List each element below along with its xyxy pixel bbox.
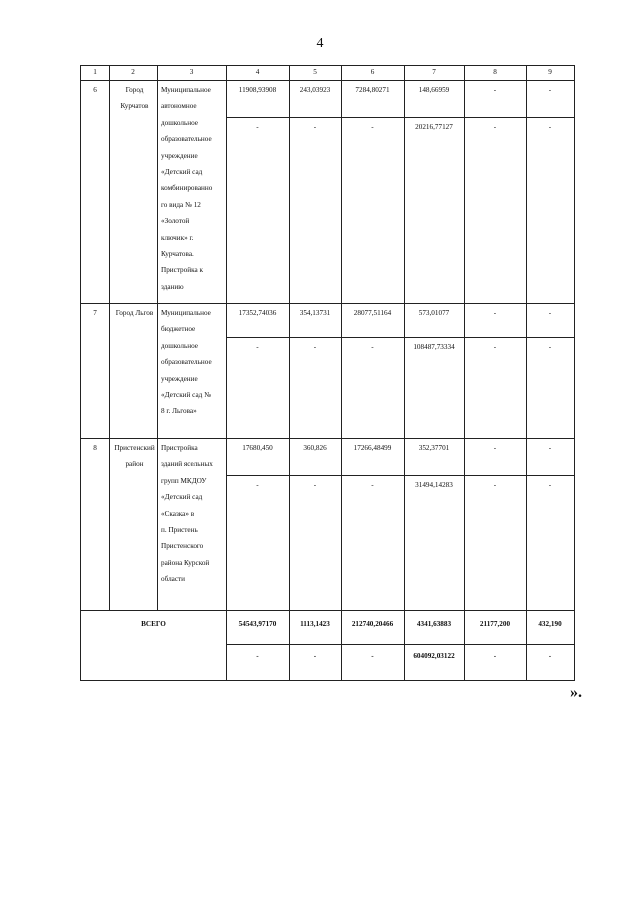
header-cell: 3: [189, 68, 194, 76]
value-cell: 360,826: [303, 444, 327, 452]
total-value: 212740,20466: [351, 620, 394, 628]
value-cell: 31494,14283: [415, 481, 453, 489]
value-cell: -: [371, 123, 374, 131]
column-rule: [404, 303, 405, 438]
column-rule: [289, 438, 290, 610]
column-rule: [464, 303, 465, 438]
value-cell: 11908,93908: [238, 86, 277, 94]
value-cell: -: [371, 343, 374, 351]
value-cell: 17266,48499: [353, 444, 392, 452]
value-cell: -: [256, 481, 259, 489]
column-rule: [157, 80, 158, 303]
value-cell: 108487,73334: [413, 343, 455, 351]
row-rule: [81, 303, 574, 304]
total-label: ВСЕГО: [141, 620, 166, 628]
object-description: Пристройка зданий ясельных групп МКДОУ «Детский сад «Сказка» в п. Пристень Пристенского района Курской области: [161, 444, 213, 584]
value-cell: 573,01077: [418, 309, 450, 317]
value-cell: -: [548, 123, 552, 131]
value-cell: -: [548, 309, 552, 317]
column-rule: [341, 303, 342, 438]
value-cell: -: [548, 86, 552, 94]
column-rule: [526, 80, 527, 303]
value-cell: 243,03923: [299, 86, 331, 94]
sub-row-rule: [226, 644, 574, 645]
header-cell: 2: [131, 68, 135, 76]
column-rule: [341, 80, 342, 303]
total-value: 54543,97170: [238, 620, 277, 628]
region-name: Город Льгов: [115, 309, 154, 317]
value-cell: 28077,51164: [353, 309, 392, 317]
value-cell: -: [313, 343, 317, 351]
value-cell: -: [313, 481, 317, 489]
header-cell: 6: [370, 68, 375, 76]
total-value: 432,190: [538, 620, 562, 628]
data-table: [80, 65, 575, 681]
value-cell: -: [313, 123, 317, 131]
column-rule: [404, 80, 405, 303]
total-value: -: [313, 652, 317, 660]
total-value: -: [371, 652, 374, 660]
column-rule: [464, 80, 465, 303]
header-cell: 9: [548, 68, 552, 76]
sub-row-rule: [226, 117, 574, 118]
value-cell: -: [493, 309, 497, 317]
column-rule: [226, 438, 227, 610]
header-cell: 4: [255, 68, 260, 76]
column-rule: [526, 303, 527, 438]
column-rule: [464, 438, 465, 610]
total-value: 604092,03122: [413, 652, 455, 660]
column-rule: [289, 303, 290, 438]
value-cell: -: [548, 444, 552, 452]
value-cell: 352,37701: [418, 444, 450, 452]
header-cell: 1: [93, 68, 97, 76]
column-rule: [526, 438, 527, 610]
value-cell: -: [256, 343, 259, 351]
column-rule: [226, 303, 227, 438]
value-cell: -: [256, 123, 259, 131]
value-cell: -: [371, 481, 374, 489]
value-cell: 20216,77127: [415, 123, 453, 131]
header-cell: 7: [432, 68, 436, 76]
value-cell: -: [493, 343, 497, 351]
value-cell: 17680,450: [242, 444, 273, 452]
object-description: Муниципальное бюджетное дошкольное образовательное учреждение «Детский сад № 8 г. Льгова»: [161, 309, 212, 416]
column-rule: [157, 303, 158, 438]
row-number: 8: [93, 444, 97, 452]
value-cell: 354,13731: [299, 309, 331, 317]
row-number: 7: [93, 309, 97, 317]
region-name: Пристенский район: [114, 444, 155, 469]
value-cell: 7284,80271: [355, 86, 390, 94]
column-rule: [109, 303, 110, 438]
row-number: 6: [93, 86, 97, 94]
value-cell: 148,66959: [418, 86, 450, 94]
total-value: 1113,1423: [300, 620, 330, 628]
sub-row-rule: [226, 475, 574, 476]
object-description: Муниципальное автономное дошкольное образовательное учреждение «Детский сад комбинированно го вида № 12 «Золотой ключик» г. Курчатова. Пристройка к зданию: [161, 86, 213, 291]
value-cell: -: [493, 444, 497, 452]
column-rule: [404, 438, 405, 610]
region-name: Город Курчатов: [120, 86, 149, 111]
value-cell: -: [493, 123, 497, 131]
row-rule: [81, 610, 574, 611]
row-rule: [81, 438, 574, 439]
value-cell: -: [493, 481, 497, 489]
column-rule: [226, 80, 227, 303]
total-value: -: [256, 652, 259, 660]
page-number: 4: [316, 36, 324, 51]
total-value: -: [493, 652, 497, 660]
total-value: 21177,200: [479, 620, 511, 628]
header-cell: 5: [313, 68, 317, 76]
total-value: -: [548, 652, 552, 660]
column-rule: [157, 438, 158, 610]
column-rule: [109, 438, 110, 610]
value-cell: -: [493, 86, 497, 94]
column-rule: [109, 80, 110, 303]
column-rule: [289, 80, 290, 303]
value-cell: 17352,74036: [238, 309, 277, 317]
closing-quote: ».: [570, 684, 582, 701]
value-cell: -: [548, 343, 552, 351]
total-value: 4341,63883: [416, 620, 452, 628]
header-cell: 8: [493, 68, 497, 76]
sub-row-rule: [226, 337, 574, 338]
column-rule: [341, 438, 342, 610]
value-cell: -: [548, 481, 552, 489]
